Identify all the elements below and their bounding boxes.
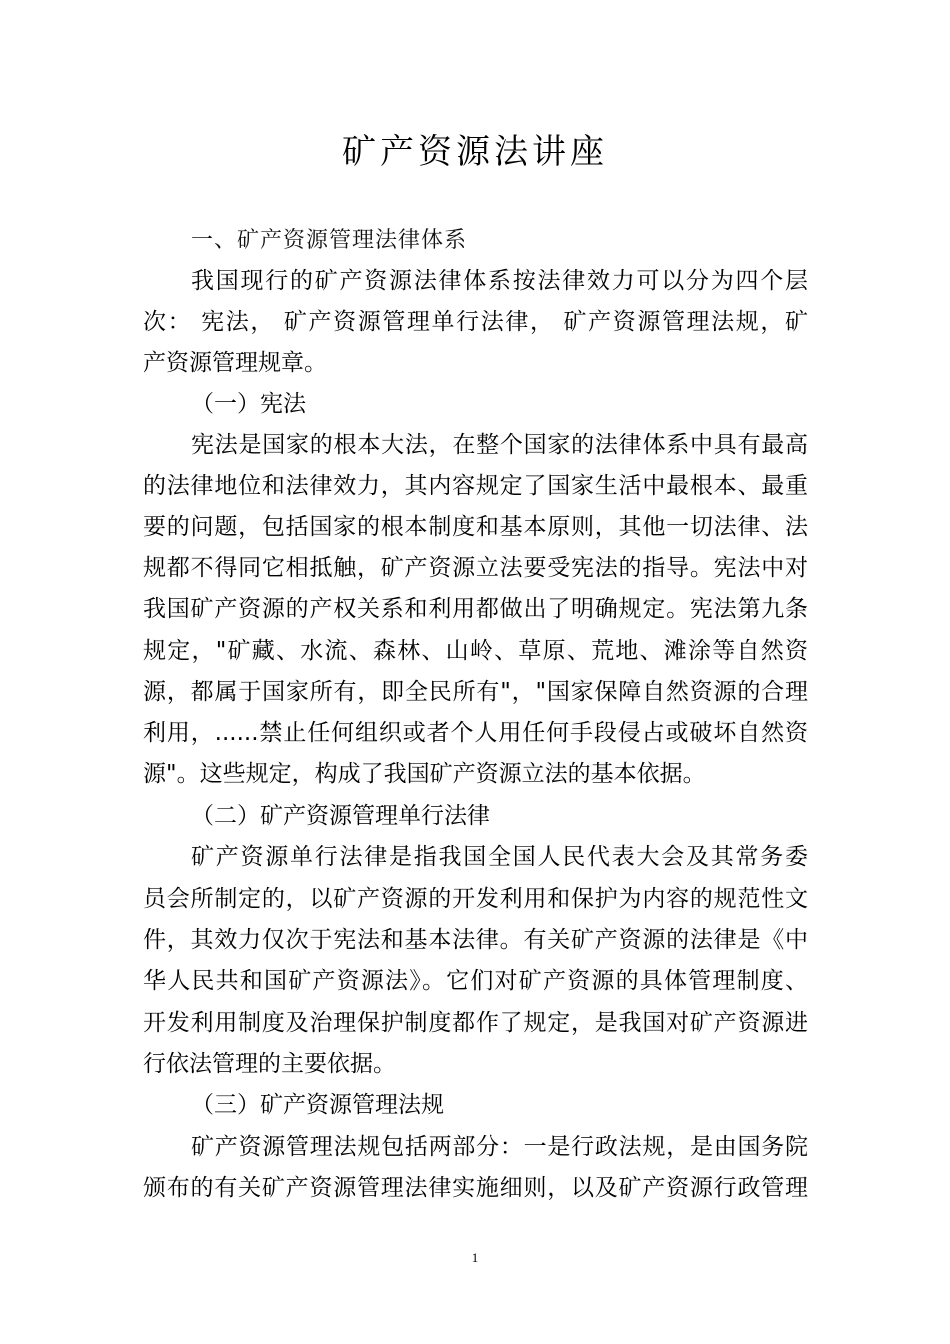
- paragraph-line: 我国矿产资源的产权关系和利用都做出了明确规定。宪法第九条: [143, 596, 808, 622]
- paragraph-line: 源"。这些规定，构成了我国矿产资源立法的基本依据。: [143, 761, 706, 787]
- page-number: 1: [471, 1250, 479, 1265]
- paragraph-line: 利用，......禁止任何组织或者个人用任何手段侵占或破坏自然资: [143, 720, 808, 746]
- paragraph-line: 宪法是国家的根本大法，在整个国家的法律体系中具有最高: [191, 432, 808, 458]
- subsection-heading: （二）矿产资源管理单行法律: [191, 803, 490, 829]
- paragraph-line: 矿产资源单行法律是指我国全国人民代表大会及其常务委: [191, 844, 808, 870]
- paragraph-line: 的法律地位和法律效力，其内容规定了国家生活中最根本、最重: [143, 473, 808, 499]
- paragraph-line: 要的问题，包括国家的根本制度和基本原则，其他一切法律、法: [143, 514, 808, 540]
- paragraph-line: 行依法管理的主要依据。: [143, 1051, 396, 1077]
- paragraph-line: 产资源管理规章。: [143, 350, 327, 376]
- subsection-heading: （三）矿产资源管理法规: [191, 1092, 444, 1118]
- paragraph-line: 矿产资源管理法规包括两部分：一是行政法规，是由国务院: [191, 1134, 808, 1160]
- paragraph-line: 规定，"矿藏、水流、森林、山岭、草原、荒地、滩涂等自然资: [143, 638, 808, 664]
- paragraph-line: 次： 宪法， 矿产资源管理单行法律， 矿产资源管理法规，矿: [143, 309, 808, 335]
- paragraph-line: 件，其效力仅次于宪法和基本法律。有关矿产资源的法律是《中: [143, 927, 808, 953]
- document-title: 矿产资源法讲座: [342, 132, 608, 172]
- paragraph-line: 员会所制定的，以矿产资源的开发利用和保护为内容的规范性文: [143, 886, 808, 912]
- paragraph-line: 规都不得同它相抵触，矿产资源立法要受宪法的指导。宪法中对: [143, 555, 808, 581]
- paragraph-line: 开发利用制度及治理保护制度都作了规定，是我国对矿产资源进: [143, 1010, 808, 1036]
- paragraph-line: 我国现行的矿产资源法律体系按法律效力可以分为四个层: [191, 268, 808, 294]
- paragraph-line: 华人民共和国矿产资源法》。它们对矿产资源的具体管理制度、: [143, 968, 808, 994]
- section-heading: 一、矿产资源管理法律体系: [191, 228, 468, 253]
- paragraph-line: 源，都属于国家所有，即全民所有"，"国家保障自然资源的合理: [143, 679, 808, 705]
- subsection-heading: （一）宪法: [191, 391, 306, 417]
- paragraph-line: 颁布的有关矿产资源管理法律实施细则，以及矿产资源行政管理: [143, 1175, 808, 1201]
